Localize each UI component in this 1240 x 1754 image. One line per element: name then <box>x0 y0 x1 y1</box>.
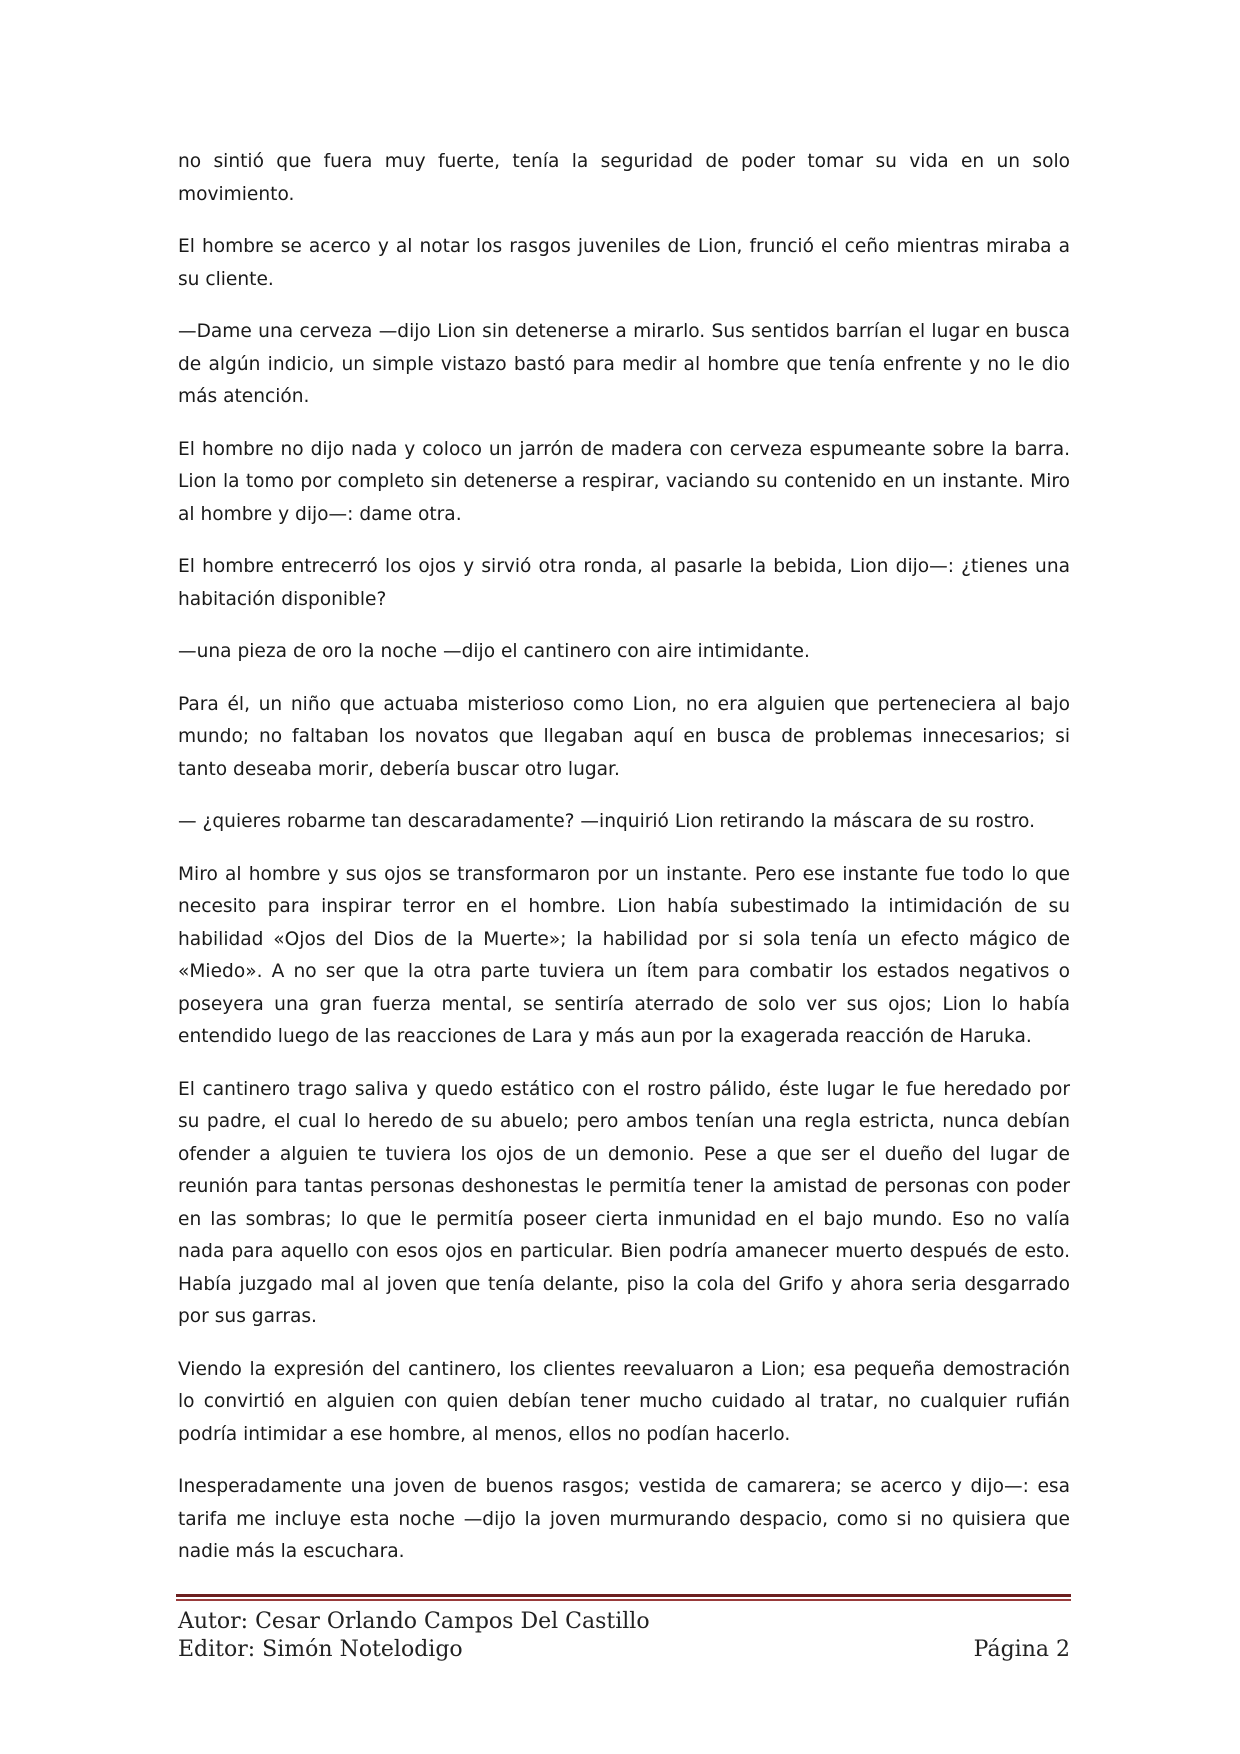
footer-divider-secondary <box>176 1599 1071 1601</box>
document-body <box>178 146 1070 1589</box>
paragraph: no sintió que fuera muy fuerte, tenía la seguridad de poder tomar su vida en un solo movimiento. <box>178 151 1070 205</box>
page-footer <box>178 1608 1070 1664</box>
paragraph: El cantinero trago saliva y quedo estático con el rostro pálido, éste lugar le fue heredado por su padre, el cual lo heredo de su abuelo; pero ambos tenían una regla estricta, nunca debían ofender a alguien te tuviera los ojos de un demonio. Pese a que ser el dueño del lugar de reunión para tantas personas deshonestas le permitía tener la amistad de personas con poder en las sombras; lo que le permitía poseer cierta inmunidad en el bajo mundo. Eso no valía nada para aquello con esos ojos en particular. Bien podría amanecer muerto después de esto. Había juzgado mal al joven que tenía delante, piso la cola del Grifo y ahora seria desgarrado por sus garras. <box>178 1078 1070 1327</box>
paragraph: —una pieza de oro la noche —dijo el cantinero con aire intimidante. <box>178 641 810 662</box>
paragraph: El hombre se acerco y al notar los rasgos juveniles de Lion, frunció el ceño mientras miraba a su cliente. <box>178 236 1070 290</box>
paragraph: Miro al hombre y sus ojos se transformaron por un instante. Pero ese instante fue todo lo que necesito para inspirar terror en el hombre. Lion había subestimado la intimidación de su habilidad «Ojos del Dios de la Muerte»; la habilidad por si sola tenía un efecto mágico de «Miedo». A no ser que la otra parte tuviera un ítem para combatir los estados negativos o poseyera una gran fuerza mental, se sentiría aterrado de solo ver sus ojos; Lion lo había entendido luego de las reacciones de Lara y más aun por la exagerada reacción de Haruka. <box>178 863 1070 1047</box>
footer-author: Autor: Cesar Orlando Campos Del Castillo <box>178 1609 650 1634</box>
paragraph: — ¿quieres robarme tan descaradamente? —inquirió Lion retirando la máscara de su rostro. <box>178 811 1036 832</box>
paragraph: El hombre entrecerró los ojos y sirvió otra ronda, al pasarle la bebida, Lion dijo—: ¿tienes una habitación disponible? <box>178 556 1070 610</box>
paragraph: Para él, un niño que actuaba misterioso como Lion, no era alguien que perteneciera al bajo mundo; no faltaban los novatos que llegaban aquí en busca de problemas innecesarios; si tanto deseaba morir, debería buscar otro lugar. <box>178 693 1070 780</box>
footer-editor: Editor: Simón Notelodigo <box>178 1637 463 1662</box>
paragraph: El hombre no dijo nada y coloco un jarrón de madera con cerveza espumeante sobre la barra. Lion la tomo por completo sin detenerse a respirar, vaciando su contenido en un instante. Miro al hombre y dijo—: dame otra. <box>178 438 1070 525</box>
footer-row <box>178 1636 1070 1664</box>
paragraph: Inesperadamente una joven de buenos rasgos; vestida de camarera; se acerco y dijo—: esa tarifa me incluye esta noche —dijo la joven murmurando despacio, como si no quisiera que nadie más la escuchara. <box>178 1476 1070 1562</box>
page-number: Página 2 <box>973 1637 1070 1662</box>
paragraph: —Dame una cerveza —dijo Lion sin detenerse a mirarlo. Sus sentidos barrían el lugar en busca de algún indicio, un simple vistazo bastó para medir al hombre que tenía enfrente y no le dio más atención. <box>178 321 1070 407</box>
paragraph: Viendo la expresión del cantinero, los clientes reevaluaron a Lion; esa pequeña demostración lo convirtió en alguien con quien debían tener mucho cuidado al tratar, no cualquier rufián podría intimidar a ese hombre, al menos, ellos no podían hacerlo. <box>178 1358 1070 1445</box>
footer-divider <box>176 1594 1071 1597</box>
